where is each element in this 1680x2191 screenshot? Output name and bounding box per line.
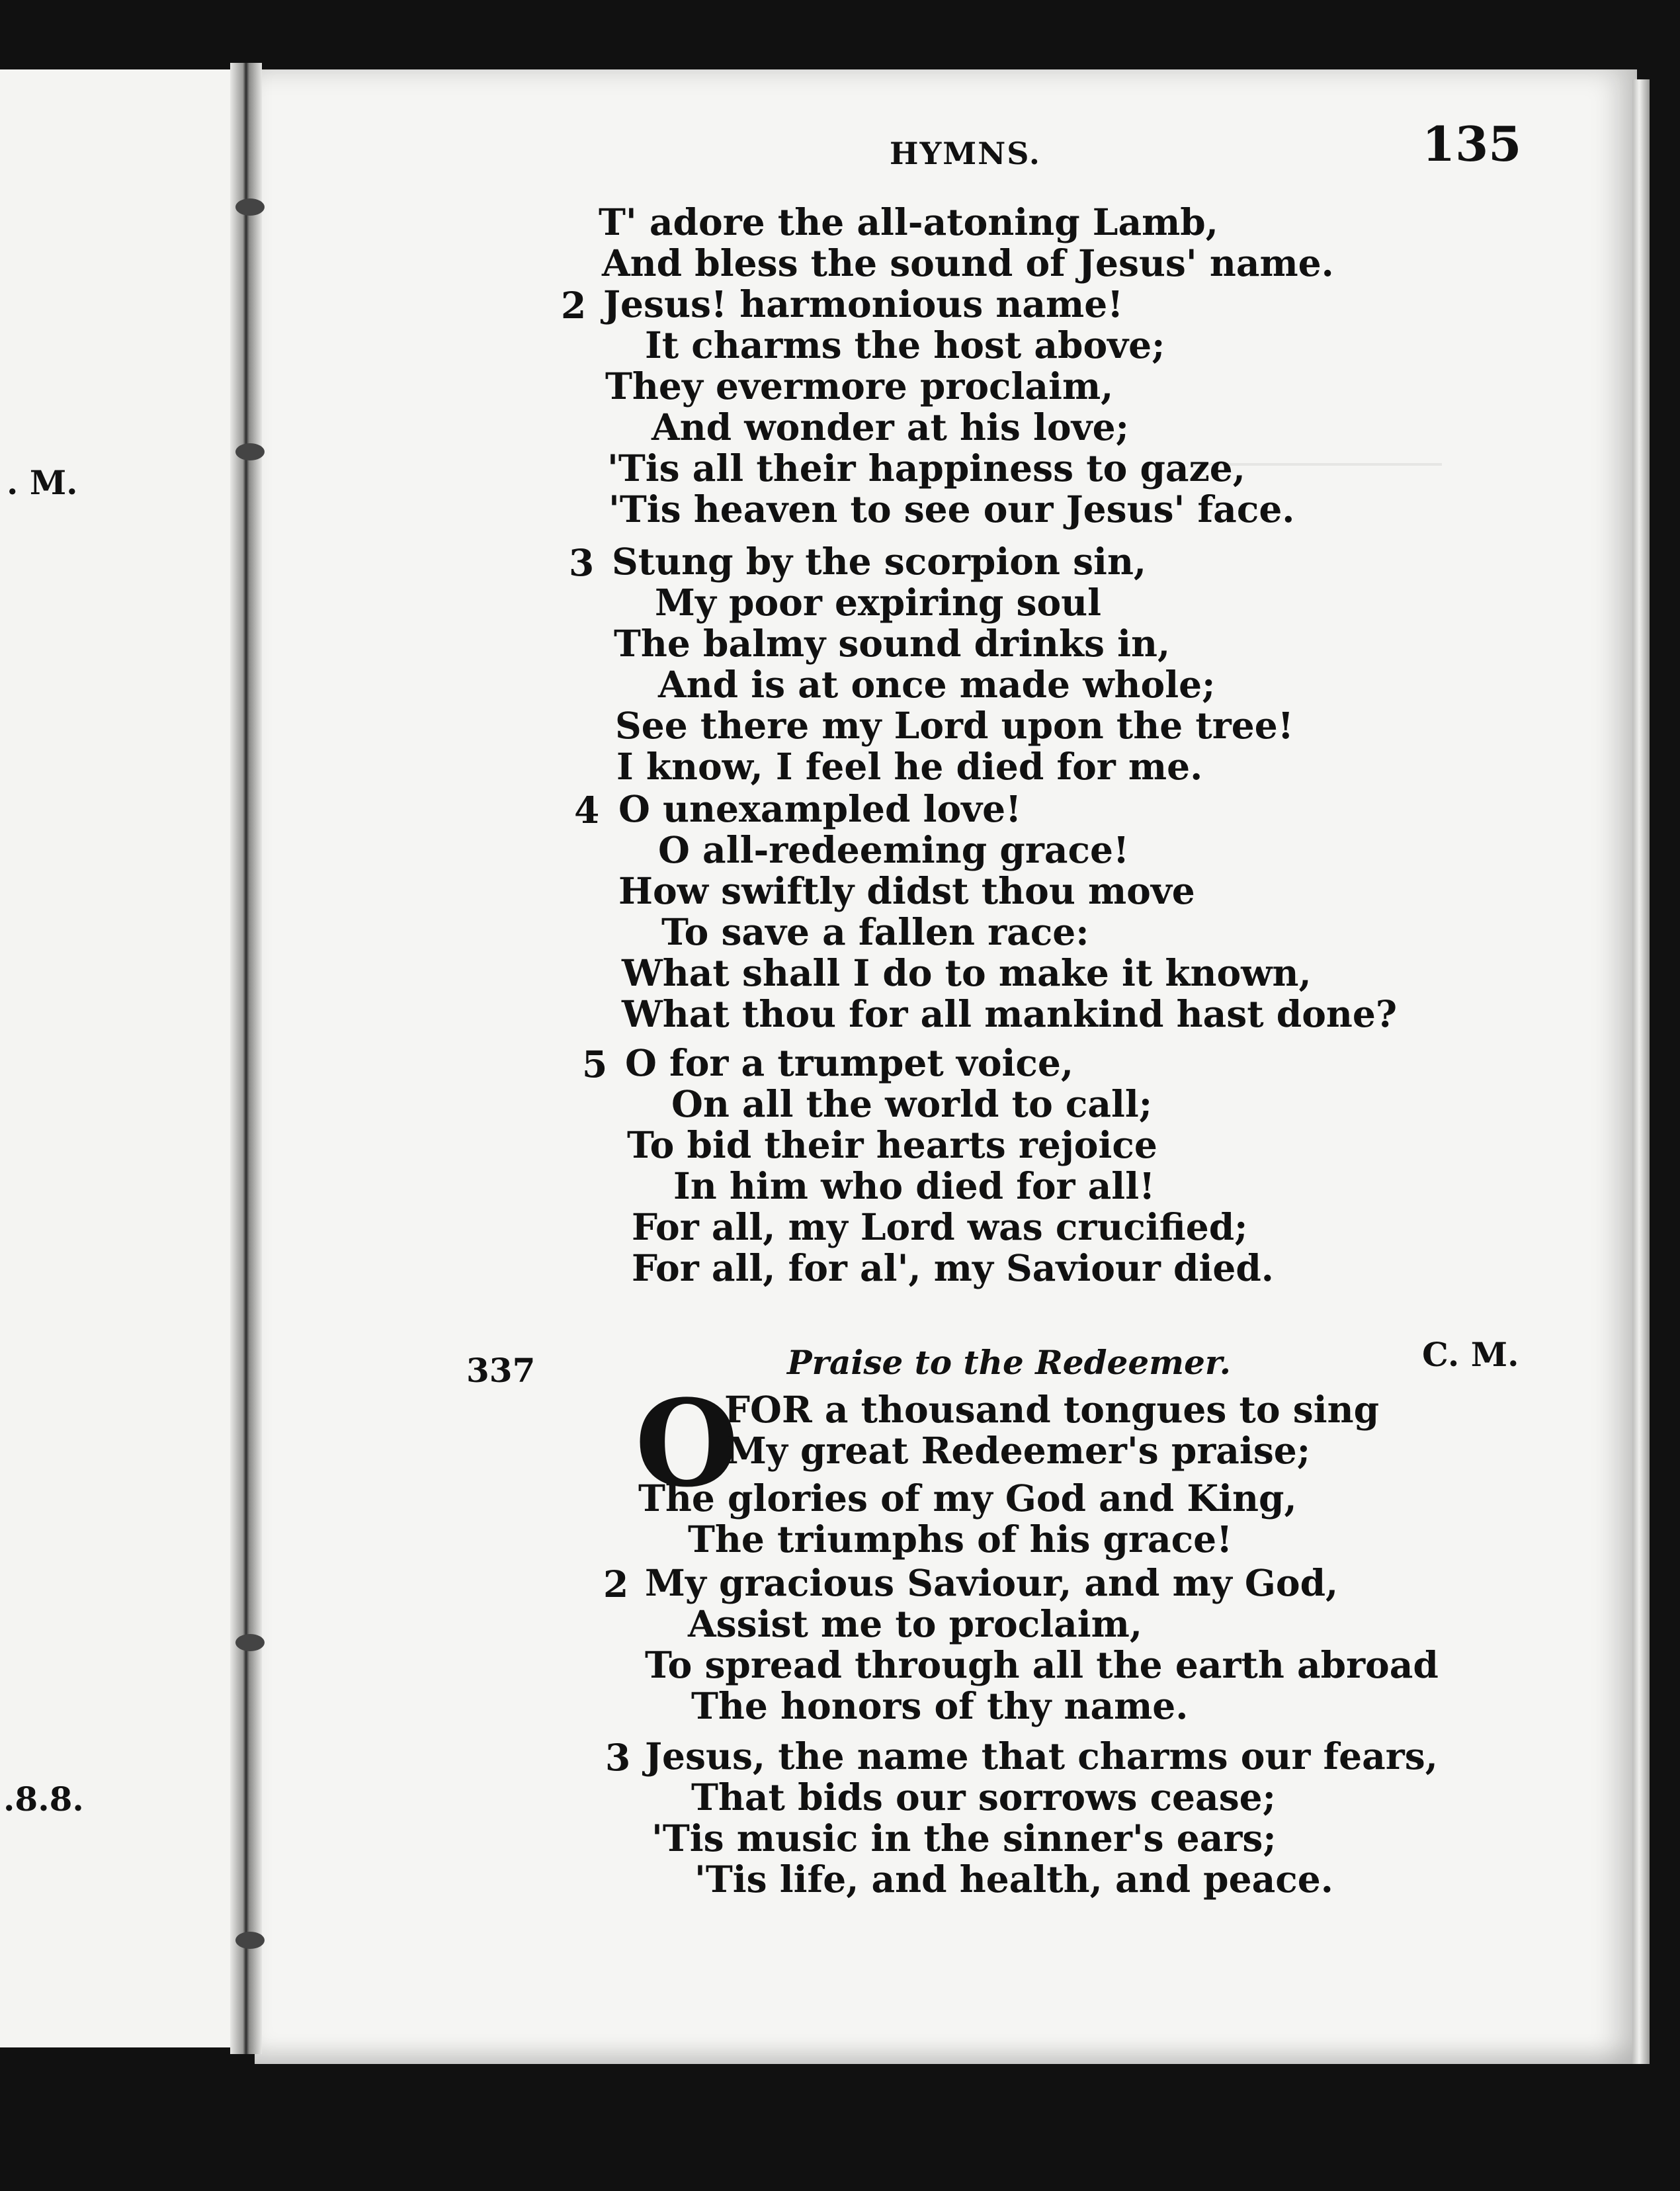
page-edge <box>1632 79 1650 2064</box>
stitch-mark <box>235 1634 265 1651</box>
running-title: HYMNS. <box>890 136 1041 171</box>
hymn-title: Praise to the Redeemer. <box>787 1343 1232 1382</box>
stitch-mark <box>235 1932 265 1949</box>
drop-cap: O <box>635 1374 739 1514</box>
verse-number: 2 <box>561 284 587 327</box>
hymn-line: My poor expiring soul <box>655 581 1102 624</box>
hymn-line: See there my Lord upon the tree! <box>615 704 1294 747</box>
hymn-line: The triumphs of his grace! <box>688 1518 1233 1561</box>
hymn-line: They evermore proclaim, <box>605 365 1114 408</box>
hymn-line: 'Tis all their happiness to gaze, <box>607 447 1245 490</box>
hymn-line: For all, for al', my Saviour died. <box>632 1246 1274 1289</box>
hymn-line: To save a fallen race: <box>661 910 1089 953</box>
verse-number: 3 <box>605 1736 631 1779</box>
hymn-line: To spread through all the earth abroad <box>645 1643 1439 1686</box>
verse-number: 2 <box>603 1563 629 1606</box>
hymn-line: What thou for all mankind hast done? <box>622 992 1398 1035</box>
hymn-line: My great Redeemer's praise; <box>726 1429 1311 1472</box>
verse-number: 5 <box>582 1043 608 1086</box>
hymn-line: And wonder at his love; <box>651 406 1129 449</box>
hymn-line: Assist me to proclaim, <box>688 1602 1142 1645</box>
hymn-line: O unexampled love! <box>618 787 1022 830</box>
hymn-line: The honors of thy name. <box>691 1684 1189 1727</box>
hymn-line: In him who died for all! <box>673 1164 1155 1207</box>
hymn-line: O for a trumpet voice, <box>625 1041 1074 1084</box>
binding-gutter <box>230 63 262 2054</box>
hymn-number: 337 <box>466 1351 536 1390</box>
hymn-line: That bids our sorrows cease; <box>691 1776 1276 1819</box>
hymn-line: The balmy sound drinks in, <box>614 622 1171 665</box>
stitch-mark <box>235 443 265 460</box>
hymn-line: T' adore the all-atoning Lamb, <box>599 200 1218 243</box>
hymn-line: Stung by the scorpion sin, <box>612 540 1147 583</box>
left-margin-fragment: . M. <box>7 463 78 502</box>
hymn-line: O all-redeeming grace! <box>658 828 1130 871</box>
hymn-line: It charms the host above; <box>645 323 1165 366</box>
hymn-line: 'Tis music in the sinner's ears; <box>651 1817 1277 1860</box>
hymn-line: 'Tis heaven to see our Jesus' face. <box>609 488 1295 531</box>
hymn-line: For all, my Lord was crucified; <box>632 1205 1248 1248</box>
hymn-line: I know, I feel he died for me. <box>616 745 1203 788</box>
hymn-meter: C. M. <box>1422 1335 1519 1374</box>
hymn-line: And is at once made whole; <box>658 663 1216 706</box>
hymn-line: To bid their hearts rejoice <box>627 1123 1157 1166</box>
left-page <box>0 69 248 2047</box>
hymn-line: On all the world to call; <box>671 1082 1153 1125</box>
hymn-line: Jesus! harmonious name! <box>603 282 1124 325</box>
hymn-line: What shall I do to make it known, <box>622 951 1312 994</box>
left-margin-fragment: .8.8. <box>3 1780 84 1819</box>
hymn-line: How swiftly didst thou move <box>618 869 1195 912</box>
page-number: 135 <box>1422 116 1522 172</box>
verse-number: 3 <box>569 541 595 584</box>
hymn-line: Jesus, the name that charms our fears, <box>645 1735 1438 1778</box>
stitch-mark <box>235 198 265 216</box>
hymn-line: And bless the sound of Jesus' name. <box>602 241 1334 284</box>
hymn-line: My gracious Saviour, and my God, <box>645 1561 1339 1604</box>
hymn-line: 'Tis life, and health, and peace. <box>694 1858 1333 1901</box>
hymn-line: The glories of my God and King, <box>638 1477 1297 1520</box>
hymn-line: FOR a thousand tongues to sing <box>724 1388 1380 1431</box>
verse-number: 4 <box>574 789 600 832</box>
